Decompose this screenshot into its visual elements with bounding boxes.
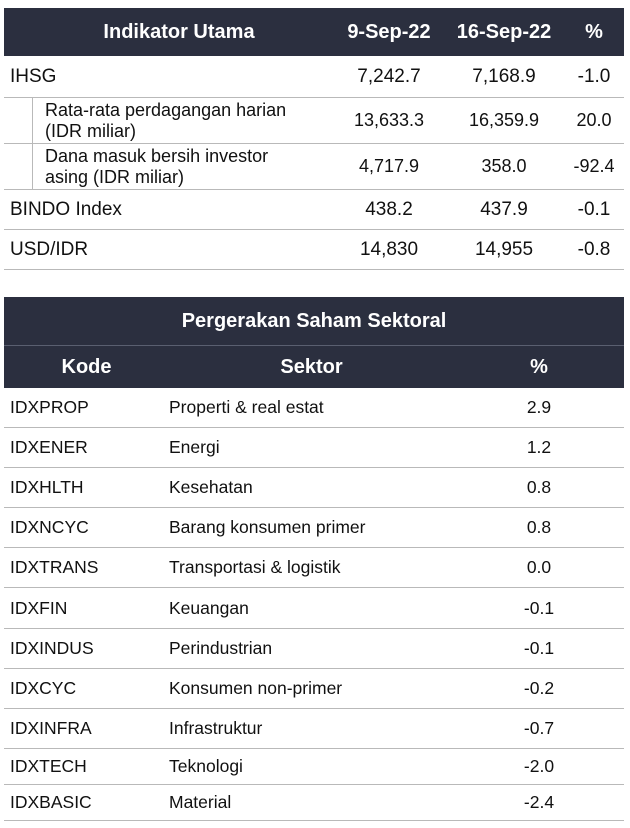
sector-name: Teknologi	[169, 755, 243, 776]
sector-pct: -0.7	[523, 717, 555, 738]
sector-name: Properti & real estat	[169, 397, 324, 418]
indicator-row	[4, 98, 624, 144]
sector-code: IDXINFRA	[10, 717, 92, 738]
sector-row	[4, 749, 624, 785]
sector-pct: 0.8	[526, 517, 552, 538]
indicator-pct: -0.8	[577, 238, 611, 260]
sector-name: Energi	[169, 437, 220, 458]
header-code: Kode	[61, 355, 112, 378]
sector-name: Material	[169, 791, 232, 812]
sector-pct: 0.0	[526, 557, 552, 578]
sector-code: IDXINDUS	[10, 637, 94, 658]
indicators-header	[4, 8, 624, 56]
indicator-value2: 7,168.9	[472, 65, 536, 87]
sector-code: IDXHLTH	[10, 477, 84, 498]
sector-pct: 1.2	[526, 437, 552, 458]
indicator-name-line2: (IDR miliar)	[45, 120, 136, 141]
sector-row	[4, 548, 624, 588]
sector-row	[4, 508, 624, 548]
indicator-row	[4, 230, 624, 270]
sector-name: Perindustrian	[169, 637, 273, 658]
sector-code: IDXPROP	[10, 397, 89, 418]
sector-name: Transportasi & logistik	[169, 557, 341, 578]
sector-name: Konsumen non-primer	[169, 677, 343, 698]
sectors-header	[4, 346, 624, 388]
sector-row	[4, 709, 624, 749]
indicator-value1: 13,633.3	[353, 110, 425, 130]
sectors-title: Pergerakan Saham Sektoral	[4, 297, 624, 346]
indicator-value1: 438.2	[365, 198, 413, 220]
sector-code: IDXCYC	[10, 677, 77, 698]
indicator-pct: -92.4	[573, 156, 615, 176]
header-date1: 9-Sep-22	[347, 20, 431, 43]
indicator-row	[4, 190, 624, 230]
indicator-name	[4, 98, 334, 144]
indicator-pct: -0.1	[577, 198, 611, 220]
sector-code: IDXFIN	[10, 597, 68, 618]
indicator-pct: 20.0	[576, 110, 612, 130]
indicator-value2: 16,359.9	[468, 110, 540, 130]
sector-pct: 0.8	[526, 477, 552, 498]
sectors-table	[4, 297, 624, 821]
sector-pct: -2.0	[523, 755, 555, 776]
sector-code: IDXTRANS	[10, 557, 99, 578]
sector-name: Keuangan	[169, 597, 249, 618]
sector-name: Barang konsumen primer	[169, 517, 366, 538]
indicator-value2: 358.0	[481, 156, 527, 176]
indicator-name: BINDO Index	[10, 198, 122, 220]
sector-code: IDXENER	[10, 437, 88, 458]
header-pct: %	[585, 20, 603, 43]
sector-row	[4, 785, 624, 821]
indicator-name	[4, 144, 334, 190]
indicator-value1: 14,830	[359, 238, 419, 260]
sector-row	[4, 388, 624, 428]
sector-code: IDXBASIC	[10, 791, 92, 812]
indicator-row	[4, 144, 624, 190]
header-pct: %	[530, 355, 548, 378]
indicator-value2: 437.9	[480, 198, 528, 220]
sector-name: Infrastruktur	[169, 717, 263, 738]
indicators-table	[4, 8, 624, 270]
indicator-value2: 14,955	[474, 238, 534, 260]
indicator-name-line1: Dana masuk bersih investor	[45, 145, 269, 166]
indicator-value1: 7,242.7	[357, 65, 421, 87]
indicator-name: IHSG	[10, 65, 57, 87]
sector-row	[4, 629, 624, 669]
header-sector: Sektor	[280, 355, 343, 378]
sector-pct: -0.2	[523, 677, 555, 698]
indicator-row	[4, 56, 624, 98]
sector-pct: 2.9	[526, 397, 552, 418]
header-date2: 16-Sep-22	[456, 20, 552, 43]
indicator-pct: -1.0	[577, 65, 611, 87]
header-indicator: Indikator Utama	[103, 20, 255, 43]
indicator-value1: 4,717.9	[358, 156, 420, 176]
sector-row	[4, 428, 624, 468]
indicator-name-line2: asing (IDR miliar)	[45, 166, 185, 187]
sector-code: IDXNCYC	[10, 517, 89, 538]
sector-row	[4, 468, 624, 508]
indicator-name: USD/IDR	[10, 238, 89, 260]
indicator-name-line1: Rata-rata perdagangan harian	[45, 99, 287, 120]
sector-code: IDXTECH	[10, 755, 87, 776]
sector-name: Kesehatan	[169, 477, 253, 498]
sector-row	[4, 588, 624, 628]
sector-pct: -0.1	[523, 637, 555, 658]
sector-pct: -0.1	[523, 597, 555, 618]
sector-row	[4, 669, 624, 709]
sector-pct: -2.4	[523, 791, 555, 812]
